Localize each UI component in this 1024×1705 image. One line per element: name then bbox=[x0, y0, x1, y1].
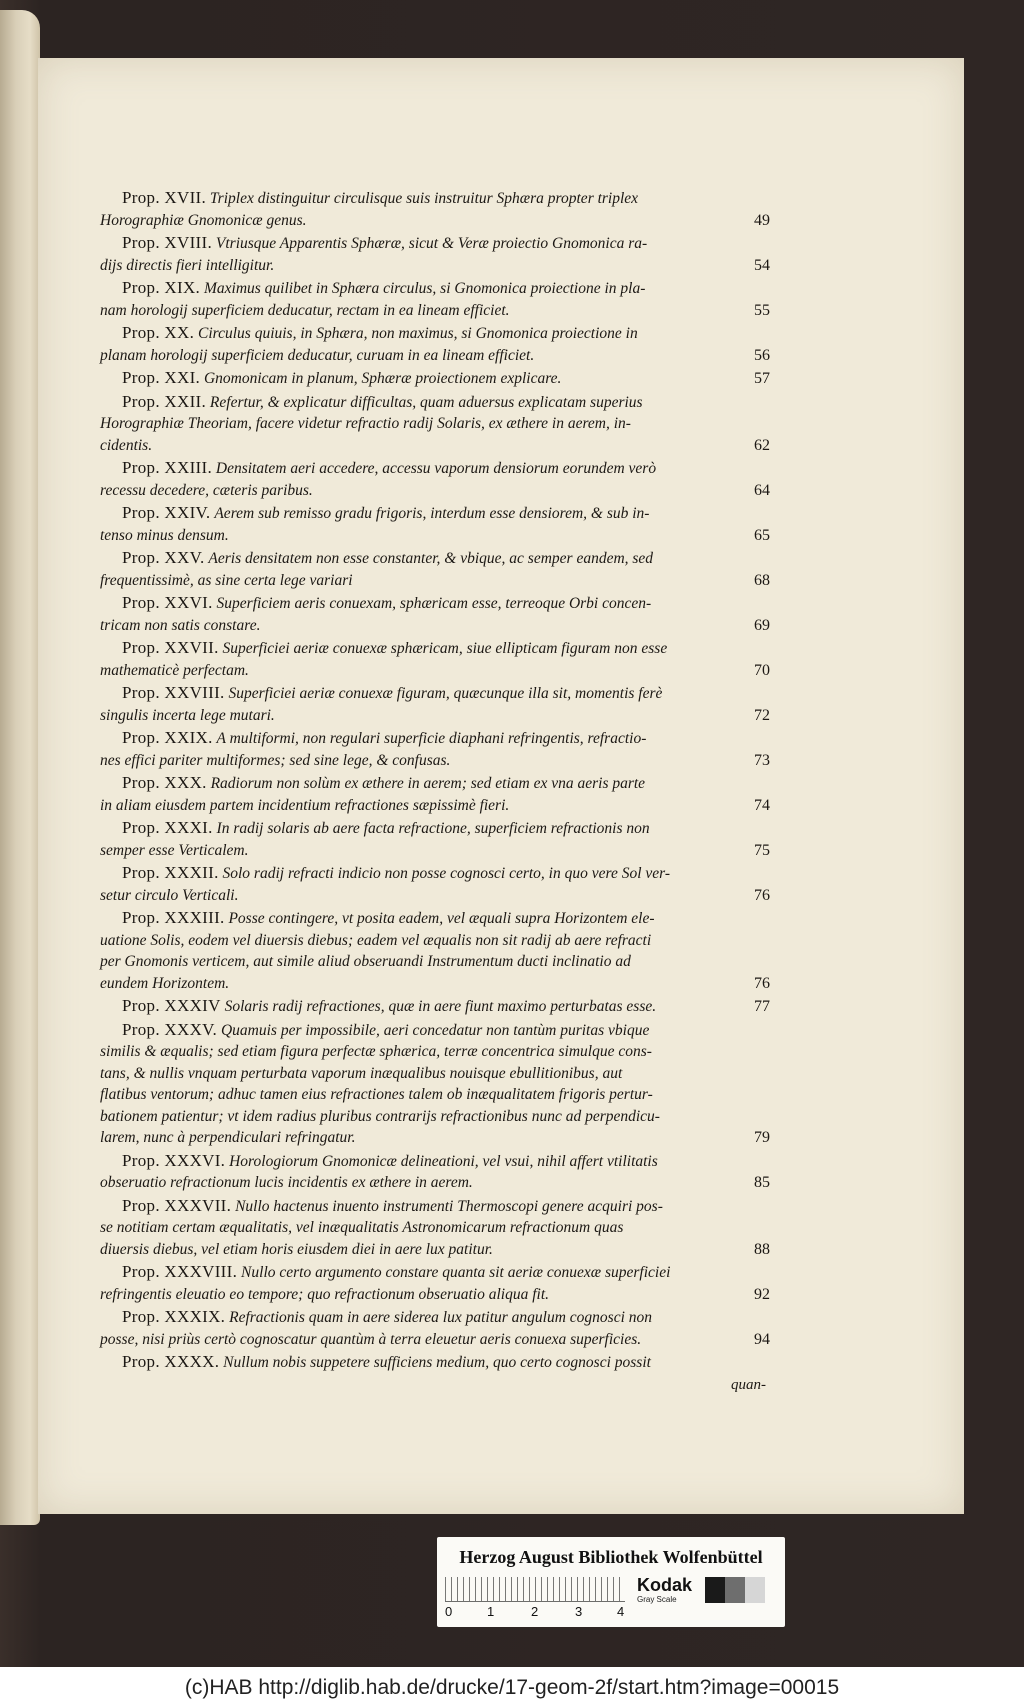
proposition-number: Prop. XXX. bbox=[122, 773, 207, 792]
proposition-text: Superficiem aeris conuexam, sphæricam esse, terreoque Orbi concen- bbox=[216, 595, 652, 612]
page-number: 79 bbox=[754, 1129, 770, 1146]
proposition-number: Prop. XXXX. bbox=[122, 1352, 220, 1371]
toc-entry-continuation bbox=[100, 1106, 770, 1128]
toc-entry bbox=[100, 1195, 770, 1261]
page-number: 85 bbox=[754, 1174, 770, 1191]
proposition-number: Prop. XXXVII. bbox=[122, 1195, 232, 1215]
proposition-text: Triplex distinguitur circulisque suis instruitur Sphæra propter triplex bbox=[209, 190, 639, 207]
toc-entry-first-line bbox=[100, 637, 770, 660]
proposition-number: Prop. XX. bbox=[122, 323, 195, 342]
proposition-text: Nullo hactenus inuento instrumenti Thermoscopi genere acquiri pos- bbox=[235, 1197, 663, 1215]
proposition-text: setur circulo Verticali. bbox=[100, 886, 239, 904]
toc-entry-continuation bbox=[100, 840, 770, 862]
toc-entry-first-line bbox=[100, 592, 770, 615]
library-name: Herzog August Bibliothek Wolfenbüttel bbox=[459, 1547, 763, 1567]
proposition-number: Prop. XXV. bbox=[122, 548, 205, 567]
proposition-text: Posse contingere, vt posita eadem, vel æquali supra Horizontem ele- bbox=[228, 910, 655, 927]
proposition-text: In radij solaris ab aere facta refractione, superficiem refractionis non bbox=[216, 820, 650, 837]
proposition-text: dijs directis fieri intelligitur. bbox=[100, 256, 275, 274]
toc-entry bbox=[100, 817, 770, 861]
proposition-text: mathematicè perfectam. bbox=[100, 661, 249, 679]
gray-scale-patches bbox=[705, 1577, 765, 1603]
proposition-text: Aerem sub remisso gradu frigoris, interdum esse densiorem, & sub in- bbox=[214, 505, 650, 522]
toc-entry-first-line bbox=[100, 907, 770, 930]
toc-entry-first-line bbox=[100, 1019, 770, 1042]
proposition-text: tenso minus densum. bbox=[100, 526, 229, 544]
toc-entry-first-line bbox=[100, 1195, 770, 1218]
proposition-number: Prop. XXVII. bbox=[122, 638, 219, 657]
toc-entry bbox=[100, 995, 770, 1018]
toc-entry bbox=[100, 391, 770, 457]
proposition-number: Prop. XXIX. bbox=[122, 728, 213, 747]
page-number: 68 bbox=[754, 571, 770, 589]
proposition-text: posse, nisi priùs certò cognoscatur quantùm à terra eleuetur aeris conuexa superficies. bbox=[100, 1330, 642, 1348]
copyright-url: (c)HAB http://diglib.hab.de/drucke/17-geom-2f/start.htm?image=00015 bbox=[184, 1676, 840, 1699]
proposition-number: Prop. XXIII. bbox=[122, 458, 213, 477]
toc-entry-continuation bbox=[100, 345, 770, 367]
proposition-number: Prop. XXXIII. bbox=[122, 908, 225, 927]
toc-entry-continuation bbox=[100, 525, 770, 547]
proposition-text: Nullo certo argumento constare quanta sit aeriæ conuexæ superficiei bbox=[241, 1264, 671, 1281]
ruler-digit: 0 bbox=[445, 1604, 453, 1619]
proposition-text: Horographiæ Gnomonicæ genus. bbox=[100, 211, 307, 229]
proposition-number: Prop. XXVIII. bbox=[122, 683, 225, 702]
toc-entry-first-line bbox=[100, 682, 770, 705]
proposition-text: Quamuis per impossibile, aeri concedatur non tantùm puritas vbique bbox=[220, 1021, 650, 1039]
page-number: 75 bbox=[754, 841, 770, 859]
page-number: 88 bbox=[754, 1240, 770, 1258]
toc-entry-first-line bbox=[100, 547, 770, 570]
proposition-text: Densitatem aeri accedere, accessu vaporum densiorum eorundem verò bbox=[215, 460, 657, 477]
toc-entry bbox=[100, 637, 770, 681]
page-number: 92 bbox=[754, 1285, 770, 1303]
toc-entry bbox=[100, 232, 770, 276]
page-number: 56 bbox=[754, 346, 770, 364]
proposition-text: semper esse Verticalem. bbox=[100, 841, 249, 859]
toc-entry-continuation bbox=[100, 1217, 770, 1239]
proposition-number: Prop. XVII. bbox=[122, 188, 207, 207]
toc-entry-continuation bbox=[100, 660, 770, 682]
proposition-number: Prop. XXXII. bbox=[122, 863, 219, 882]
toc-entry-first-line bbox=[100, 727, 770, 750]
toc-entry-continuation bbox=[100, 795, 770, 817]
table-of-contents bbox=[100, 187, 770, 1396]
proposition-text: bationem patientur; vt idem radius pluribus contrarijs refractionibus nunc ad perpendicu- bbox=[100, 1107, 660, 1125]
page-number: 77 bbox=[754, 998, 770, 1015]
previous-page-edge bbox=[0, 10, 40, 1525]
toc-entry-first-line bbox=[100, 232, 770, 255]
toc-entry-first-line bbox=[100, 187, 770, 210]
ruler-digit: 4 bbox=[617, 1604, 625, 1619]
page-number: 64 bbox=[754, 481, 770, 499]
proposition-text: se notitiam certam æqualitatis, vel inæqualitatis Astronomicarum refractionum quas bbox=[100, 1219, 624, 1236]
toc-entry-first-line bbox=[100, 817, 770, 840]
toc-entry bbox=[100, 457, 770, 501]
proposition-text: Vtriusque Apparentis Sphæræ, sicut & Veræ proiectio Gnomonica ra- bbox=[215, 235, 648, 252]
proposition-text: Refertur, & explicatur difficultas, quam aduersus explicatam superius bbox=[209, 393, 643, 411]
toc-entry-continuation bbox=[100, 570, 770, 592]
proposition-text: singulis incerta lege mutari. bbox=[100, 706, 275, 724]
proposition-text: recessu decedere, cæteris paribus. bbox=[100, 481, 313, 499]
page-number: 72 bbox=[754, 706, 770, 724]
gray-scale-label: Gray Scale bbox=[637, 1595, 677, 1604]
toc-entry-continuation bbox=[100, 1084, 770, 1106]
toc-entry-continuation bbox=[100, 930, 770, 952]
proposition-text: Refractionis quam in aere siderea lux patitur angulum cognosci non bbox=[229, 1309, 653, 1326]
toc-entry bbox=[100, 187, 770, 231]
catchword: quan- bbox=[731, 1376, 766, 1393]
library-color-card bbox=[437, 1537, 785, 1627]
toc-entry bbox=[100, 907, 770, 994]
toc-entry-continuation bbox=[100, 615, 770, 637]
proposition-text: larem, nunc à perpendiculari refringatur. bbox=[100, 1129, 356, 1146]
proposition-text: diuersis diebus, vel etiam horis eiusdem diei in aere lux patitur. bbox=[100, 1240, 493, 1258]
toc-entry bbox=[100, 322, 770, 366]
measurement-ruler bbox=[445, 1577, 625, 1602]
toc-entry-first-line bbox=[100, 391, 770, 414]
ruler-digit: 2 bbox=[531, 1604, 539, 1619]
toc-entry-first-line bbox=[100, 367, 770, 390]
toc-entry-continuation bbox=[100, 1239, 770, 1261]
proposition-text: Superficiei aeriæ conuexæ sphæricam, siue ellipticam figuram non esse bbox=[222, 640, 668, 657]
page-number: 74 bbox=[754, 796, 770, 814]
toc-entry-continuation bbox=[100, 413, 770, 435]
toc-entry-continuation bbox=[100, 435, 770, 457]
proposition-number: Prop. XIX. bbox=[122, 278, 201, 297]
proposition-number: Prop. XXXIV bbox=[122, 996, 221, 1015]
page-number: 70 bbox=[754, 661, 770, 679]
proposition-text: Horographiæ Theoriam, facere videtur refractio radij Solaris, ex æthere in aerem, in- bbox=[100, 415, 631, 432]
toc-entry-continuation bbox=[100, 951, 770, 973]
toc-entry-first-line bbox=[100, 772, 770, 795]
toc-entry-continuation bbox=[100, 210, 770, 232]
proposition-number: Prop. XXIV. bbox=[122, 503, 211, 522]
proposition-text: tricam non satis constare. bbox=[100, 616, 261, 634]
ruler-digits bbox=[445, 1604, 625, 1620]
proposition-text: flatibus ventorum; adhuc tamen eius refractiones talem ob inæqualitatem frigoris pertur- bbox=[100, 1086, 653, 1103]
proposition-number: Prop. XXXI. bbox=[122, 818, 213, 837]
toc-entry-continuation bbox=[100, 300, 770, 322]
toc-entry bbox=[100, 1306, 770, 1350]
toc-entry-continuation bbox=[100, 750, 770, 772]
proposition-text: A multiformi, non regulari superficie diaphani refringentis, refractio- bbox=[216, 730, 647, 747]
proposition-number: Prop. XXXV. bbox=[122, 1019, 218, 1039]
proposition-text: in aliam eiusdem partem incidentium refractiones sæpissimè fieri. bbox=[100, 796, 510, 814]
toc-entry-first-line bbox=[100, 1261, 770, 1284]
page-number: 54 bbox=[754, 256, 770, 274]
toc-entry bbox=[100, 277, 770, 321]
toc-entry-continuation bbox=[100, 1329, 770, 1351]
page-number: 69 bbox=[754, 616, 770, 634]
page-number: 65 bbox=[754, 526, 770, 544]
toc-entry-continuation bbox=[100, 705, 770, 727]
toc-entry-continuation bbox=[100, 255, 770, 277]
proposition-text: planam horologij superficiem deducatur, curuam in ea lineam efficiet. bbox=[100, 346, 535, 364]
toc-entry bbox=[100, 682, 770, 726]
proposition-text: Maximus quilibet in Sphæra circulus, si Gnomonica proiectione in pla- bbox=[203, 280, 646, 297]
proposition-text: frequentissimè, as sine certa lege variari bbox=[100, 571, 353, 589]
toc-entry bbox=[100, 1351, 770, 1374]
proposition-text: Horologiorum Gnomonicæ delineationi, vel vsui, nihil affert vtilitatis bbox=[229, 1152, 658, 1170]
toc-entry bbox=[100, 1019, 770, 1149]
proposition-text: cidentis. bbox=[100, 436, 153, 454]
kodak-logo: Kodak bbox=[637, 1575, 693, 1595]
proposition-number: Prop. XXII. bbox=[122, 391, 207, 411]
proposition-text: per Gnomonis verticem, aut simile aliud obseruandi Instrumentum ducti inclinatio ad bbox=[100, 953, 631, 970]
proposition-text: Circulus quiuis, in Sphæra, non maximus, si Gnomonica proiectione in bbox=[198, 325, 638, 342]
footer-bar bbox=[0, 1667, 1024, 1705]
toc-entry-first-line bbox=[100, 1150, 770, 1173]
page-number: 49 bbox=[754, 211, 770, 229]
toc-entry-first-line bbox=[100, 322, 770, 345]
page-number: 62 bbox=[754, 436, 770, 454]
proposition-number: Prop. XXI. bbox=[122, 368, 201, 387]
proposition-text: refringentis eleuatio eo tempore; quo refractionum obseruatio aliqua fit. bbox=[100, 1285, 550, 1303]
proposition-text: eundem Horizontem. bbox=[100, 974, 230, 992]
proposition-number: Prop. XVIII. bbox=[122, 233, 213, 252]
toc-entry-first-line bbox=[100, 277, 770, 300]
toc-entry-continuation bbox=[100, 1063, 770, 1085]
toc-entry-first-line bbox=[100, 1306, 770, 1329]
proposition-text: Nullum nobis suppetere sufficiens medium, quo certo cognosci possit bbox=[223, 1354, 651, 1371]
toc-entry-first-line bbox=[100, 457, 770, 480]
toc-entry-continuation bbox=[100, 1041, 770, 1063]
toc-entry bbox=[100, 772, 770, 816]
page-number: 76 bbox=[754, 974, 770, 992]
page-number: 57 bbox=[754, 370, 770, 387]
proposition-text: tans, & nullis vnquam perturbata vaporum inæqualibus nouisque ebullitionibus, aut bbox=[100, 1064, 623, 1082]
toc-entry-first-line bbox=[100, 1351, 770, 1374]
toc-entry bbox=[100, 547, 770, 591]
toc-entry bbox=[100, 727, 770, 771]
toc-entry-first-line bbox=[100, 995, 770, 1018]
toc-entry bbox=[100, 1150, 770, 1194]
toc-entry bbox=[100, 502, 770, 546]
toc-entry-continuation bbox=[100, 1172, 770, 1194]
proposition-number: Prop. XXVI. bbox=[122, 593, 213, 612]
proposition-text: Superficiei aeriæ conuexæ figuram, quæcunque illa sit, momentis ferè bbox=[228, 685, 663, 702]
page-number: 76 bbox=[754, 886, 770, 904]
toc-entry-continuation bbox=[100, 480, 770, 502]
proposition-text: obseruatio refractionum lucis incidentis ex æthere in aerem. bbox=[100, 1174, 473, 1191]
proposition-text: Aeris densitatem non esse constanter, & vbique, ac semper eandem, sed bbox=[208, 550, 654, 567]
page-number: 94 bbox=[754, 1330, 770, 1348]
toc-entry-continuation bbox=[100, 1127, 770, 1149]
proposition-number: Prop. XXXVIII. bbox=[122, 1262, 238, 1281]
ruler-digit: 1 bbox=[487, 1604, 495, 1619]
proposition-text: Radiorum non solùm ex æthere in aerem; sed etiam ex vna aeris parte bbox=[210, 775, 646, 792]
toc-entry-continuation bbox=[100, 1284, 770, 1306]
proposition-text: uatione Solis, eodem vel diuersis diebus; eadem vel æqualis non sit radij ab aere refracti bbox=[100, 931, 652, 949]
page-number: 55 bbox=[754, 301, 770, 319]
proposition-number: Prop. XXXVI. bbox=[122, 1150, 226, 1170]
toc-entry bbox=[100, 1261, 770, 1305]
page-number: 73 bbox=[754, 751, 770, 769]
toc-entry bbox=[100, 367, 770, 390]
toc-entry bbox=[100, 862, 770, 906]
proposition-text: Gnomonicam in planum, Sphæræ proiectionem explicare. bbox=[203, 370, 562, 387]
proposition-number: Prop. XXXIX. bbox=[122, 1307, 226, 1326]
proposition-text: nam horologij superficiem deducatur, rectam in ea lineam efficiet. bbox=[100, 301, 510, 319]
proposition-text: nes effici pariter multiformes; sed sine lege, & confusas. bbox=[100, 751, 451, 769]
proposition-text: similis & æqualis; sed etiam figura perfectæ sphærica, terræ concentrica simulque cons- bbox=[100, 1043, 652, 1060]
toc-entry-first-line bbox=[100, 502, 770, 525]
proposition-text: Solaris radij refractiones, quæ in aere fiunt maximo perturbatas esse. bbox=[224, 998, 657, 1015]
toc-entry bbox=[100, 592, 770, 636]
toc-entry-first-line bbox=[100, 862, 770, 885]
toc-entry-continuation bbox=[100, 885, 770, 907]
toc-entry-continuation bbox=[100, 973, 770, 995]
ruler-digit: 3 bbox=[575, 1604, 583, 1619]
proposition-text: Solo radij refracti indicio non posse cognosci certo, in quo vere Sol ver- bbox=[222, 865, 671, 882]
